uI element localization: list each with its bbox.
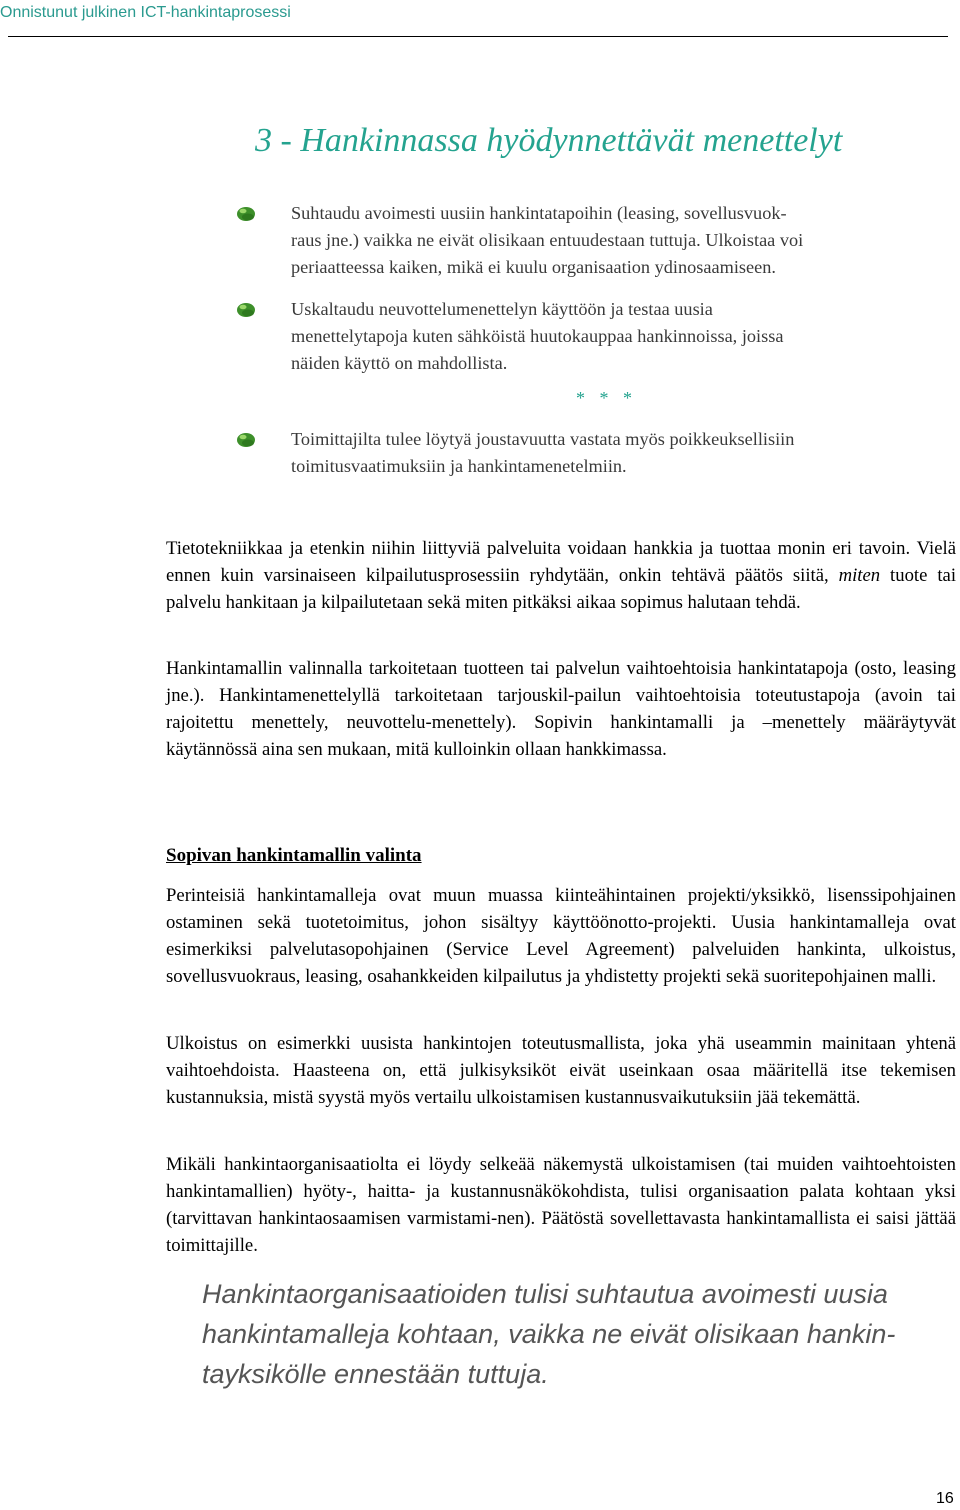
paragraph [166, 535, 956, 616]
text-line: Toimittajilta tulee löytyä joustavuutta vastata myös poikkeuksellisiin [291, 429, 795, 449]
paragraph: Ulkoistus on esimerkki uusista hankintojen toteutusmallista, joka yhä useammin mainitaan yhtenä vaihtoehdoista. Haasteena on, että julkisyksiköt eivät useinkaan osaa määritellä itse tekemisen kustannuksia, mistä syystä myös vertailu ulkoistamisen kustannusvaikutuksiin jää tekemättä. [166, 1033, 956, 1108]
pull-quote: Hankintaorganisaatioiden tulisi suhtautua avoimesti uusia hankintamalleja kohtaan, vaikka ne eivät olisikaan hankin-tayksikölle ennestään tuttuja. [202, 1279, 896, 1389]
paragraph-text: Tietotekniikkaa ja etenkin niihin liittyviä palveluita voidaan hankkia ja tuottaa monin eri tavoin. Vielä ennen kuin varsinaiseen kilpailutusprosessiin ryhdytään, onkin tehtävä päätös siitä, [166, 538, 956, 586]
page-number: 16 [936, 1490, 954, 1507]
section-heading: Sopivan hankintamallin valinta [166, 845, 422, 866]
paragraph: Perinteisiä hankintamalleja ovat muun muassa kiinteähintainen projekti/yksikkö, lisenssipohjainen ostaminen sekä tuotetoimitus, johon sisältyy käyttöönotto-projekti. Uusia hankintamalleja ovat esimerkiksi palvelutasopohjainen (Service Level Agreement) palveluiden hankinta, ulkoistus, sovellusvuokraus, leasing, osahankkeiden kilpailutus ja yhdistetty projekti sekä suoritepohjainen malli. [166, 885, 956, 987]
tip-text [291, 200, 956, 281]
text-line: Uskaltaudu neuvottelumenettelyn käyttöön ja testaa uusia [291, 299, 713, 319]
text-line: Suhtaudu avoimesti uusiin hankintatapoihin (leasing, sovellusvuok- [291, 203, 787, 223]
running-header: Onnistunut julkinen ICT-hankintaprosessi [0, 4, 291, 21]
text-line: raus jne.) vaikka ne eivät olisikaan entuudestaan tuttuja. Ulkoistaa voi [291, 230, 804, 250]
paragraph: Mikäli hankintaorganisaatiolta ei löydy selkeää näkemystä ulkoistamisen (tai muiden vaihtoehtoisten hankintamallien) hyöty-, haitta- ja kustannusnäkökohdista, tulisi organisaation palata kohtaan yksi (tarvittavan hankintaosaamisen varmistami-nen). Päätöstä sovellettavasta hankintamallista ei saisi jättää toimittajille. [166, 1154, 956, 1256]
section-separator: * * * [576, 388, 637, 408]
text-line: periaatteessa kaiken, mikä ei kuulu organisaation ydinosaamiseen. [291, 257, 776, 277]
text-line: näiden käyttö on mahdollista. [291, 353, 508, 373]
tip-text [291, 296, 956, 377]
paragraph: Hankintamallin valinnalla tarkoitetaan tuotteen tai palvelun vaihtoehtoisia hankintatapoja (osto, leasing jne.). Hankintamenettelyllä tarkoitetaan tarjouskil-pailun vaihtoehtoisia toteutustapoja (avoin tai rajoitettu menettely, neuvottelu-menettely). Sopivin hankintamalli ja –menettely määräytyvät käytännössä aina sen mukaan, mitä kulloinkin ollaan hankkimassa. [166, 658, 956, 760]
emphasis-text: miten [838, 565, 881, 586]
text-line: menettelytapoja kuten sähköistä huutokauppaa hankinnoissa, joissa [291, 326, 784, 346]
green-ball-bullet-icon [236, 432, 256, 448]
chapter-title: 3 - Hankinnassa hyödynnettävät menettelyt [255, 122, 843, 159]
header-divider [8, 36, 948, 37]
paragraph-text: tuote tai palvelu hankitaan ja kilpailutetaan sekä miten pitkäksi aikaa sopimus halutaan tehdä. [166, 565, 957, 613]
text-line: toimitusvaatimuksiin ja hankintamenetelmiin. [291, 456, 627, 476]
green-ball-bullet-icon [236, 206, 256, 222]
tip-text [291, 426, 956, 480]
green-ball-bullet-icon [236, 302, 256, 318]
